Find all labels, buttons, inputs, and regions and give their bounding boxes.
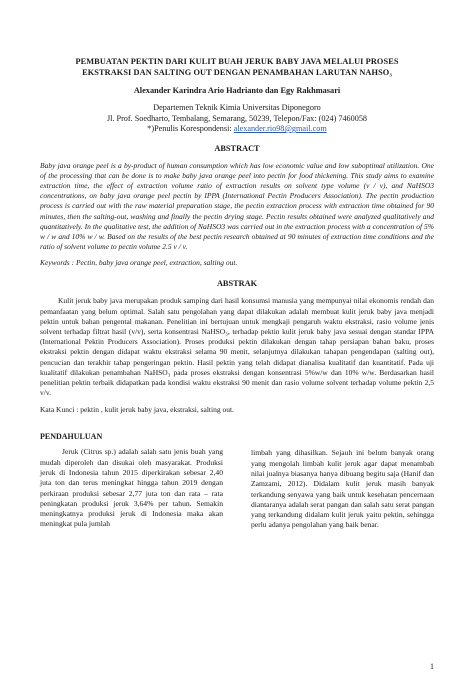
abstrak-heading: ABSTRAK bbox=[216, 279, 258, 289]
body-columns bbox=[40, 447, 434, 530]
affiliation: Departemen Teknik Kimia Universitas Diponegoro bbox=[153, 103, 321, 112]
correspondence bbox=[40, 124, 434, 135]
paper-title bbox=[40, 56, 434, 78]
keywords-en: Keywords : Pectin, baby java orange peel, extraction, salting out. bbox=[40, 258, 238, 268]
abstrak-text: Kulit jeruk baby java merupakan produk samping dari hasil konsumsi manusia yang mempunyai nilai ekonomis rendah dan pemanfaatan yang belum optimal. Salah satu pengolahan yang dapat dilakukan adalah membuat kulit jeruk baby java menjadi pektin untuk bahan pengental makanan. Penelitian ini bertujuan untuk mengkaji pengaruh waktu ekstraksi, rasio volume jenis solvent terhadap filtrat hasil (v/v), serta konsentrasi NaHSO₃, terhadap pektin kulit jeruk baby java sesuai dengan standar IPPA (International Pektin Producers Association). Proses produksi pektin dilakukan dengan tahap persiapan bahan baku, proses ekstraksi pektin dengan didapat waktu ekstraksi selama 90 menit, selanjutnya dilakukan tahapan pengendapan (salting out), pencucian dan terakhir tahap pengeringan pektin. Hasil pektin yang telah didapat dianalisa kualitatif dan kuantitatif. Pada uji kualitatif dilakukan penambahan NaHSO₃ pada proses ekstraksi dengan konsentrasi 5%w/w dan 10% w/w. Berdasarkan hasil penelitian pektin terbaik didapatkan pada kondisi waktu ekstraksi 90 menit dan rasio volume solvent terhadap volume pektin 2,5 v/v. bbox=[40, 296, 434, 398]
address: Jl. Prof. Soedharto, Tembalang, Semarang, 50239, Telepon/Fax: (024) 7460058 bbox=[106, 113, 368, 123]
correspondence-email-link[interactable]: alexander.rio98@gmail.com bbox=[233, 124, 327, 133]
abstract-heading: ABSTRACT bbox=[214, 143, 260, 153]
kata-kunci: Kata Kunci : pektin , kulit jeruk baby java, ekstraksi, salting out. bbox=[40, 405, 234, 415]
left-column-text: Jeruk (Citrus sp.) adalah salah satu jenis buah yang mudah diperoleh dan disukai oleh masyarakat. Produksi jeruk di Indonesia tahun 2015 diperkirakan sebesar 2,40 juta ton dan terus meningkat hingga tahun 2019 dengan perkiraan produksi sebesar 2,77 juta ton dan rata – rata peningkatan produksi jeruk 3,64% per tahun. Semakin meningkatnya produksi jeruk di Indonesia maka akan meningkat pula jumlah bbox=[40, 447, 223, 529]
pendahuluan-heading: PENDAHULUAN bbox=[40, 432, 103, 442]
affiliation-block bbox=[40, 103, 434, 135]
correspondence-label: *)Penulis Korespondensi: bbox=[147, 124, 234, 133]
paper-page bbox=[0, 56, 474, 688]
page-number: 1 bbox=[430, 662, 434, 671]
title-line-2: EKSTRAKSI DAN SALTING OUT DENGAN PENAMBAHAN LARUTAN NAHSO₃ bbox=[82, 68, 392, 77]
right-column-text: limbah yang dihasilkan. Sejauh ini belum banyak orang yang mengolah limbah kulit jeruk agar dapat menambah nilai jualnya biasanya hanya dibuang begitu saja (Hanif dan Zamzami, 2012). Didalam kulit jeruk masih banyak terkandung senyawa yang baik untuk kesehatan pencernaan diantaranya adalah serat pangan dan salah satu serat pangan yang terkandung didalam kulit jeruk yaitu pektin, sehingga perlu adanya pengolahan yang baik benar. bbox=[251, 448, 434, 530]
abstract-text: Baby java orange peel is a by-product of human consumption which has low economic value and low suboptimal utilization. One of the processing that can be done is to make baby java orange peel into pectin for food thickening. This study aims to examine extraction time, the effect of extraction volume ratio of extraction results on solvent type volume (v / v), and NaHSO3 concentrations, on baby java orange peel pectin by IPPA (International Pectin Producers Association). The pectin production process is carried out with the raw material preparation stage, the pectin extraction process with extraction time obtained for 90 minutes, then the salting-out, washing and finally the pectin drying stage. Pectin results obtained were analyzed qualitatively and quantitatively. In the qualitative test, the addition of NaHSO3 was carried out in the extraction process with a concentration of 5% w / w and 10% w / w. Based on the results of the best pectin research obtained at 90 minutes of extraction time conditions and the ratio of solvent volume to pectin volume 2.5 v / v. bbox=[40, 160, 434, 252]
title-line-1: PEMBUATAN PEKTIN DARI KULIT BUAH JERUK BABY JAVA MELALUI PROSES bbox=[75, 57, 399, 66]
authors: Alexander Karindra Ario Hadrianto dan Egy Rakhmasari bbox=[133, 86, 341, 95]
